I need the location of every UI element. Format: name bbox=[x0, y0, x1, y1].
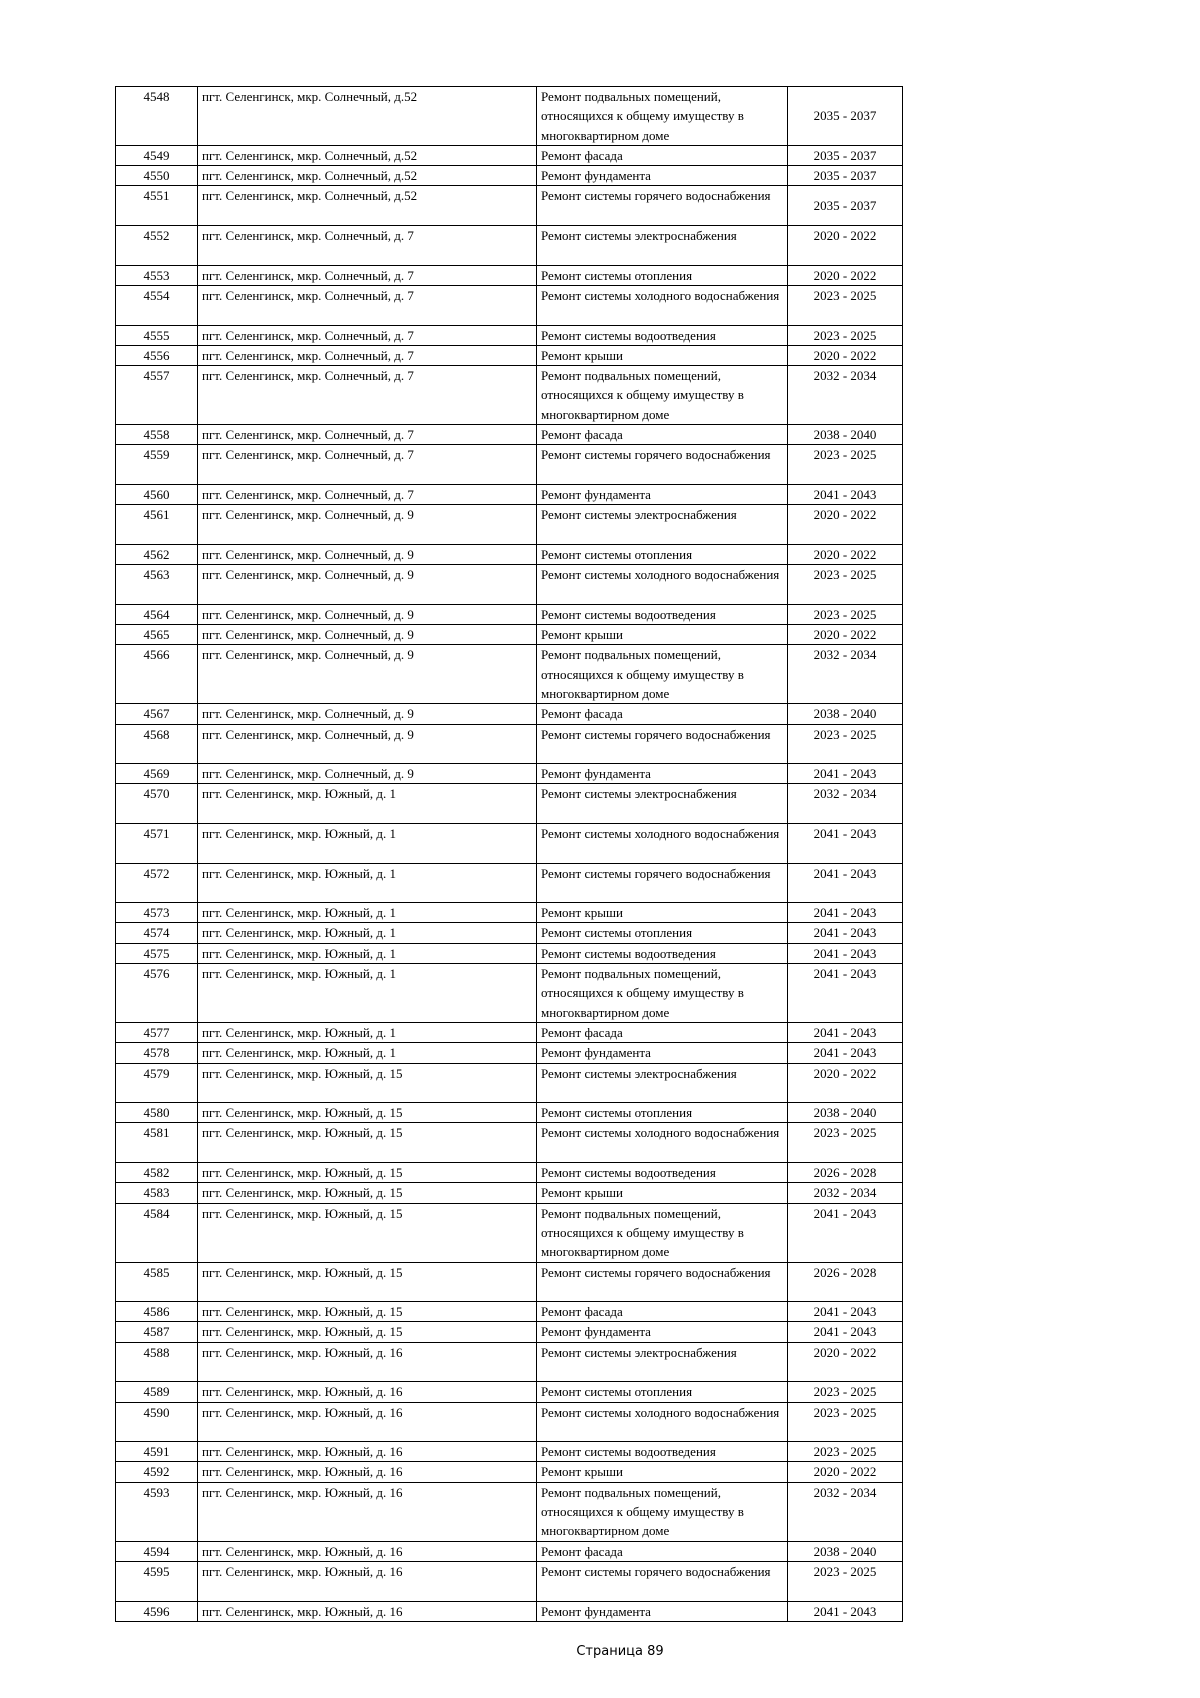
period-cell: 2023 - 2025 bbox=[788, 1402, 903, 1442]
work-type-cell: Ремонт системы холодного водоснабжения bbox=[537, 823, 788, 863]
row-number-cell: 4576 bbox=[116, 964, 198, 1023]
table-row bbox=[116, 366, 903, 425]
address-cell: пгт. Селенгинск, мкр. Южный, д. 15 bbox=[198, 1262, 537, 1302]
address-cell: пгт. Селенгинск, мкр. Южный, д. 16 bbox=[198, 1541, 537, 1561]
row-number-cell: 4578 bbox=[116, 1043, 198, 1063]
address-cell: пгт. Селенгинск, мкр. Южный, д. 15 bbox=[198, 1203, 537, 1262]
table-row bbox=[116, 505, 903, 545]
work-type-cell: Ремонт системы горячего водоснабжения bbox=[537, 1561, 788, 1601]
address-cell: пгт. Селенгинск, мкр. Южный, д. 1 bbox=[198, 943, 537, 963]
table-row bbox=[116, 1462, 903, 1482]
address-cell: пгт. Селенгинск, мкр. Южный, д. 16 bbox=[198, 1561, 537, 1601]
table-row bbox=[116, 1043, 903, 1063]
table-row bbox=[116, 285, 903, 325]
table-row bbox=[116, 1123, 903, 1163]
work-type-cell: Ремонт системы горячего водоснабжения bbox=[537, 1262, 788, 1302]
address-cell: пгт. Селенгинск, мкр. Южный, д. 15 bbox=[198, 1063, 537, 1103]
address-cell: пгт. Селенгинск, мкр. Южный, д. 15 bbox=[198, 1302, 537, 1322]
table-row bbox=[116, 784, 903, 824]
row-number-cell: 4559 bbox=[116, 445, 198, 485]
address-cell: пгт. Селенгинск, мкр. Солнечный, д. 7 bbox=[198, 345, 537, 365]
work-type-cell: Ремонт подвальных помещений, относящихся к общему имуществу в многоквартирном доме bbox=[537, 366, 788, 425]
work-type-cell: Ремонт системы водоотведения bbox=[537, 1442, 788, 1462]
table-row bbox=[116, 1322, 903, 1342]
table-row bbox=[116, 764, 903, 784]
table-row bbox=[116, 226, 903, 266]
work-type-cell: Ремонт системы отопления bbox=[537, 265, 788, 285]
work-type-cell: Ремонт фундамента bbox=[537, 1601, 788, 1621]
table-row bbox=[116, 704, 903, 724]
period-cell: 2035 - 2037 bbox=[788, 145, 903, 165]
row-number-cell: 4568 bbox=[116, 724, 198, 764]
work-type-cell: Ремонт подвальных помещений, относящихся к общему имуществу в многоквартирном доме bbox=[537, 964, 788, 1023]
period-cell: 2041 - 2043 bbox=[788, 903, 903, 923]
work-type-cell: Ремонт фасада bbox=[537, 1022, 788, 1042]
period-cell: 2023 - 2025 bbox=[788, 445, 903, 485]
period-cell: 2038 - 2040 bbox=[788, 425, 903, 445]
address-cell: пгт. Селенгинск, мкр. Солнечный, д. 7 bbox=[198, 265, 537, 285]
row-number-cell: 4574 bbox=[116, 923, 198, 943]
period-cell: 2020 - 2022 bbox=[788, 625, 903, 645]
period-cell: 2038 - 2040 bbox=[788, 1103, 903, 1123]
row-number-cell: 4579 bbox=[116, 1063, 198, 1103]
address-cell: пгт. Селенгинск, мкр. Солнечный, д. 7 bbox=[198, 366, 537, 425]
work-type-cell: Ремонт крыши bbox=[537, 625, 788, 645]
row-number-cell: 4557 bbox=[116, 366, 198, 425]
period-cell: 2035 - 2037 bbox=[788, 87, 903, 146]
period-cell: 2032 - 2034 bbox=[788, 366, 903, 425]
table-row bbox=[116, 425, 903, 445]
period-cell: 2041 - 2043 bbox=[788, 863, 903, 903]
period-cell: 2041 - 2043 bbox=[788, 923, 903, 943]
table-row bbox=[116, 903, 903, 923]
table-row bbox=[116, 1342, 903, 1382]
table-row bbox=[116, 87, 903, 146]
work-type-cell: Ремонт фундамента bbox=[537, 764, 788, 784]
table-row bbox=[116, 1382, 903, 1402]
table-row bbox=[116, 1402, 903, 1442]
work-type-cell: Ремонт системы горячего водоснабжения bbox=[537, 724, 788, 764]
period-cell: 2035 - 2037 bbox=[788, 186, 903, 226]
table-row bbox=[116, 1203, 903, 1262]
table-row bbox=[116, 166, 903, 186]
row-number-cell: 4593 bbox=[116, 1482, 198, 1541]
period-cell: 2041 - 2043 bbox=[788, 484, 903, 504]
table-row bbox=[116, 863, 903, 903]
row-number-cell: 4575 bbox=[116, 943, 198, 963]
period-cell: 2023 - 2025 bbox=[788, 1123, 903, 1163]
work-type-cell: Ремонт фундамента bbox=[537, 1043, 788, 1063]
row-number-cell: 4577 bbox=[116, 1022, 198, 1042]
work-type-cell: Ремонт фасада bbox=[537, 145, 788, 165]
row-number-cell: 4580 bbox=[116, 1103, 198, 1123]
period-cell: 2032 - 2034 bbox=[788, 1183, 903, 1203]
work-type-cell: Ремонт крыши bbox=[537, 1462, 788, 1482]
work-type-cell: Ремонт системы горячего водоснабжения bbox=[537, 863, 788, 903]
period-cell: 2041 - 2043 bbox=[788, 1302, 903, 1322]
work-type-cell: Ремонт системы холодного водоснабжения bbox=[537, 1123, 788, 1163]
period-cell: 2032 - 2034 bbox=[788, 645, 903, 704]
work-type-cell: Ремонт системы электроснабжения bbox=[537, 505, 788, 545]
table-row bbox=[116, 565, 903, 605]
row-number-cell: 4549 bbox=[116, 145, 198, 165]
period-cell: 2020 - 2022 bbox=[788, 1063, 903, 1103]
address-cell: пгт. Селенгинск, мкр. Южный, д. 16 bbox=[198, 1601, 537, 1621]
row-number-cell: 4565 bbox=[116, 625, 198, 645]
address-cell: пгт. Селенгинск, мкр. Солнечный, д. 7 bbox=[198, 226, 537, 266]
table-row bbox=[116, 484, 903, 504]
row-number-cell: 4561 bbox=[116, 505, 198, 545]
row-number-cell: 4556 bbox=[116, 345, 198, 365]
work-type-cell: Ремонт фундамента bbox=[537, 484, 788, 504]
address-cell: пгт. Селенгинск, мкр. Солнечный, д. 7 bbox=[198, 285, 537, 325]
table-row bbox=[116, 923, 903, 943]
row-number-cell: 4562 bbox=[116, 544, 198, 564]
address-cell: пгт. Селенгинск, мкр. Солнечный, д. 9 bbox=[198, 625, 537, 645]
period-cell: 2023 - 2025 bbox=[788, 565, 903, 605]
table-row bbox=[116, 943, 903, 963]
period-cell: 2041 - 2043 bbox=[788, 1601, 903, 1621]
address-cell: пгт. Селенгинск, мкр. Южный, д. 15 bbox=[198, 1123, 537, 1163]
work-type-cell: Ремонт системы водоотведения bbox=[537, 943, 788, 963]
address-cell: пгт. Селенгинск, мкр. Южный, д. 15 bbox=[198, 1163, 537, 1183]
period-cell: 2038 - 2040 bbox=[788, 1541, 903, 1561]
work-type-cell: Ремонт фасада bbox=[537, 1541, 788, 1561]
row-number-cell: 4592 bbox=[116, 1462, 198, 1482]
address-cell: пгт. Селенгинск, мкр. Солнечный, д.52 bbox=[198, 87, 537, 146]
address-cell: пгт. Селенгинск, мкр. Солнечный, д. 9 bbox=[198, 505, 537, 545]
period-cell: 2041 - 2043 bbox=[788, 764, 903, 784]
period-cell: 2032 - 2034 bbox=[788, 1482, 903, 1541]
row-number-cell: 4586 bbox=[116, 1302, 198, 1322]
table-row bbox=[116, 1302, 903, 1322]
period-cell: 2041 - 2043 bbox=[788, 1322, 903, 1342]
work-type-cell: Ремонт крыши bbox=[537, 345, 788, 365]
period-cell: 2026 - 2028 bbox=[788, 1262, 903, 1302]
work-type-cell: Ремонт подвальных помещений, относящихся к общему имуществу в многоквартирном доме bbox=[537, 1203, 788, 1262]
period-cell: 2020 - 2022 bbox=[788, 544, 903, 564]
row-number-cell: 4570 bbox=[116, 784, 198, 824]
address-cell: пгт. Селенгинск, мкр. Солнечный, д. 7 bbox=[198, 484, 537, 504]
address-cell: пгт. Селенгинск, мкр. Солнечный, д. 9 bbox=[198, 724, 537, 764]
period-cell: 2041 - 2043 bbox=[788, 1022, 903, 1042]
work-type-cell: Ремонт системы водоотведения bbox=[537, 1163, 788, 1183]
row-number-cell: 4555 bbox=[116, 325, 198, 345]
table-row bbox=[116, 1561, 903, 1601]
period-cell: 2023 - 2025 bbox=[788, 1442, 903, 1462]
row-number-cell: 4572 bbox=[116, 863, 198, 903]
row-number-cell: 4595 bbox=[116, 1561, 198, 1601]
address-cell: пгт. Селенгинск, мкр. Южный, д. 15 bbox=[198, 1103, 537, 1123]
address-cell: пгт. Селенгинск, мкр. Южный, д. 1 bbox=[198, 1022, 537, 1042]
table-row bbox=[116, 724, 903, 764]
address-cell: пгт. Селенгинск, мкр. Солнечный, д.52 bbox=[198, 145, 537, 165]
row-number-cell: 4553 bbox=[116, 265, 198, 285]
row-number-cell: 4569 bbox=[116, 764, 198, 784]
row-number-cell: 4560 bbox=[116, 484, 198, 504]
period-cell: 2041 - 2043 bbox=[788, 1203, 903, 1262]
period-cell: 2023 - 2025 bbox=[788, 325, 903, 345]
address-cell: пгт. Селенгинск, мкр. Южный, д. 1 bbox=[198, 1043, 537, 1063]
table-row bbox=[116, 1183, 903, 1203]
address-cell: пгт. Селенгинск, мкр. Южный, д. 16 bbox=[198, 1342, 537, 1382]
table-row bbox=[116, 445, 903, 485]
table-row bbox=[116, 325, 903, 345]
work-type-cell: Ремонт подвальных помещений, относящихся к общему имуществу в многоквартирном доме bbox=[537, 645, 788, 704]
table-row bbox=[116, 265, 903, 285]
row-number-cell: 4582 bbox=[116, 1163, 198, 1183]
period-cell: 2041 - 2043 bbox=[788, 943, 903, 963]
row-number-cell: 4596 bbox=[116, 1601, 198, 1621]
work-type-cell: Ремонт системы отопления bbox=[537, 1382, 788, 1402]
address-cell: пгт. Селенгинск, мкр. Южный, д. 1 bbox=[198, 903, 537, 923]
period-cell: 2032 - 2034 bbox=[788, 784, 903, 824]
work-type-cell: Ремонт системы электроснабжения bbox=[537, 1063, 788, 1103]
work-type-cell: Ремонт системы отопления bbox=[537, 923, 788, 943]
table-row bbox=[116, 964, 903, 1023]
work-type-cell: Ремонт системы холодного водоснабжения bbox=[537, 1402, 788, 1442]
address-cell: пгт. Селенгинск, мкр. Южный, д. 16 bbox=[198, 1402, 537, 1442]
table-row bbox=[116, 1482, 903, 1541]
row-number-cell: 4585 bbox=[116, 1262, 198, 1302]
address-cell: пгт. Селенгинск, мкр. Солнечный, д. 9 bbox=[198, 764, 537, 784]
address-cell: пгт. Селенгинск, мкр. Южный, д. 1 bbox=[198, 964, 537, 1023]
address-cell: пгт. Селенгинск, мкр. Южный, д. 1 bbox=[198, 923, 537, 943]
table-row bbox=[116, 1063, 903, 1103]
address-cell: пгт. Селенгинск, мкр. Южный, д. 16 bbox=[198, 1482, 537, 1541]
table-row bbox=[116, 1262, 903, 1302]
address-cell: пгт. Селенгинск, мкр. Южный, д. 1 bbox=[198, 784, 537, 824]
table-row bbox=[116, 186, 903, 226]
work-type-cell: Ремонт системы горячего водоснабжения bbox=[537, 445, 788, 485]
address-cell: пгт. Селенгинск, мкр. Солнечный, д. 9 bbox=[198, 565, 537, 605]
work-type-cell: Ремонт системы водоотведения bbox=[537, 604, 788, 624]
table-row bbox=[116, 1442, 903, 1462]
work-type-cell: Ремонт фасада bbox=[537, 704, 788, 724]
table-row bbox=[116, 145, 903, 165]
table-body bbox=[116, 87, 903, 1622]
address-cell: пгт. Селенгинск, мкр. Солнечный, д. 9 bbox=[198, 704, 537, 724]
work-type-cell: Ремонт системы водоотведения bbox=[537, 325, 788, 345]
address-cell: пгт. Селенгинск, мкр. Солнечный, д.52 bbox=[198, 166, 537, 186]
row-number-cell: 4581 bbox=[116, 1123, 198, 1163]
row-number-cell: 4551 bbox=[116, 186, 198, 226]
work-type-cell: Ремонт системы электроснабжения bbox=[537, 784, 788, 824]
work-type-cell: Ремонт системы отопления bbox=[537, 544, 788, 564]
work-type-cell: Ремонт подвальных помещений, относящихся к общему имуществу в многоквартирном доме bbox=[537, 87, 788, 146]
row-number-cell: 4573 bbox=[116, 903, 198, 923]
page-number: Страница 89 bbox=[576, 1644, 664, 1659]
table-row bbox=[116, 645, 903, 704]
period-cell: 2023 - 2025 bbox=[788, 1561, 903, 1601]
row-number-cell: 4552 bbox=[116, 226, 198, 266]
work-type-cell: Ремонт крыши bbox=[537, 1183, 788, 1203]
work-type-cell: Ремонт системы холодного водоснабжения bbox=[537, 565, 788, 605]
row-number-cell: 4587 bbox=[116, 1322, 198, 1342]
address-cell: пгт. Селенгинск, мкр. Южный, д. 15 bbox=[198, 1322, 537, 1342]
address-cell: пгт. Селенгинск, мкр. Южный, д. 1 bbox=[198, 823, 537, 863]
period-cell: 2023 - 2025 bbox=[788, 604, 903, 624]
table-row bbox=[116, 345, 903, 365]
address-cell: пгт. Селенгинск, мкр. Южный, д. 16 bbox=[198, 1382, 537, 1402]
work-type-cell: Ремонт системы отопления bbox=[537, 1103, 788, 1123]
work-type-cell: Ремонт системы электроснабжения bbox=[537, 1342, 788, 1382]
period-cell: 2020 - 2022 bbox=[788, 1462, 903, 1482]
address-cell: пгт. Селенгинск, мкр. Солнечный, д. 9 bbox=[198, 544, 537, 564]
address-cell: пгт. Селенгинск, мкр. Солнечный, д.52 bbox=[198, 186, 537, 226]
work-type-cell: Ремонт фасада bbox=[537, 1302, 788, 1322]
table-row bbox=[116, 823, 903, 863]
row-number-cell: 4567 bbox=[116, 704, 198, 724]
row-number-cell: 4591 bbox=[116, 1442, 198, 1462]
table-row bbox=[116, 1601, 903, 1621]
address-cell: пгт. Селенгинск, мкр. Южный, д. 1 bbox=[198, 863, 537, 903]
period-cell: 2041 - 2043 bbox=[788, 1043, 903, 1063]
table-row bbox=[116, 604, 903, 624]
capital-repair-table bbox=[115, 86, 903, 1622]
table-row bbox=[116, 625, 903, 645]
period-cell: 2020 - 2022 bbox=[788, 505, 903, 545]
period-cell: 2020 - 2022 bbox=[788, 345, 903, 365]
row-number-cell: 4563 bbox=[116, 565, 198, 605]
work-type-cell: Ремонт системы горячего водоснабжения bbox=[537, 186, 788, 226]
table-row bbox=[116, 544, 903, 564]
work-type-cell: Ремонт фундамента bbox=[537, 1322, 788, 1342]
row-number-cell: 4558 bbox=[116, 425, 198, 445]
address-cell: пгт. Селенгинск, мкр. Солнечный, д. 7 bbox=[198, 425, 537, 445]
work-type-cell: Ремонт фасада bbox=[537, 425, 788, 445]
address-cell: пгт. Селенгинск, мкр. Южный, д. 16 bbox=[198, 1442, 537, 1462]
period-cell: 2035 - 2037 bbox=[788, 166, 903, 186]
period-cell: 2023 - 2025 bbox=[788, 1382, 903, 1402]
table-row bbox=[116, 1022, 903, 1042]
work-type-cell: Ремонт подвальных помещений, относящихся к общему имуществу в многоквартирном доме bbox=[537, 1482, 788, 1541]
table-row bbox=[116, 1163, 903, 1183]
period-cell: 2026 - 2028 bbox=[788, 1163, 903, 1183]
row-number-cell: 4564 bbox=[116, 604, 198, 624]
row-number-cell: 4588 bbox=[116, 1342, 198, 1382]
row-number-cell: 4550 bbox=[116, 166, 198, 186]
period-cell: 2020 - 2022 bbox=[788, 265, 903, 285]
row-number-cell: 4590 bbox=[116, 1402, 198, 1442]
work-type-cell: Ремонт крыши bbox=[537, 903, 788, 923]
row-number-cell: 4554 bbox=[116, 285, 198, 325]
table-row bbox=[116, 1103, 903, 1123]
row-number-cell: 4594 bbox=[116, 1541, 198, 1561]
row-number-cell: 4584 bbox=[116, 1203, 198, 1262]
address-cell: пгт. Селенгинск, мкр. Солнечный, д. 7 bbox=[198, 445, 537, 485]
address-cell: пгт. Селенгинск, мкр. Южный, д. 16 bbox=[198, 1462, 537, 1482]
address-cell: пгт. Селенгинск, мкр. Солнечный, д. 9 bbox=[198, 604, 537, 624]
period-cell: 2020 - 2022 bbox=[788, 226, 903, 266]
period-cell: 2020 - 2022 bbox=[788, 1342, 903, 1382]
address-cell: пгт. Селенгинск, мкр. Южный, д. 15 bbox=[198, 1183, 537, 1203]
row-number-cell: 4571 bbox=[116, 823, 198, 863]
period-cell: 2023 - 2025 bbox=[788, 724, 903, 764]
period-cell: 2041 - 2043 bbox=[788, 964, 903, 1023]
period-cell: 2041 - 2043 bbox=[788, 823, 903, 863]
row-number-cell: 4548 bbox=[116, 87, 198, 146]
row-number-cell: 4589 bbox=[116, 1382, 198, 1402]
row-number-cell: 4566 bbox=[116, 645, 198, 704]
row-number-cell: 4583 bbox=[116, 1183, 198, 1203]
table-row bbox=[116, 1541, 903, 1561]
address-cell: пгт. Селенгинск, мкр. Солнечный, д. 7 bbox=[198, 325, 537, 345]
work-type-cell: Ремонт системы холодного водоснабжения bbox=[537, 285, 788, 325]
period-cell: 2023 - 2025 bbox=[788, 285, 903, 325]
period-cell: 2038 - 2040 bbox=[788, 704, 903, 724]
work-type-cell: Ремонт фундамента bbox=[537, 166, 788, 186]
work-type-cell: Ремонт системы электроснабжения bbox=[537, 226, 788, 266]
address-cell: пгт. Селенгинск, мкр. Солнечный, д. 9 bbox=[198, 645, 537, 704]
